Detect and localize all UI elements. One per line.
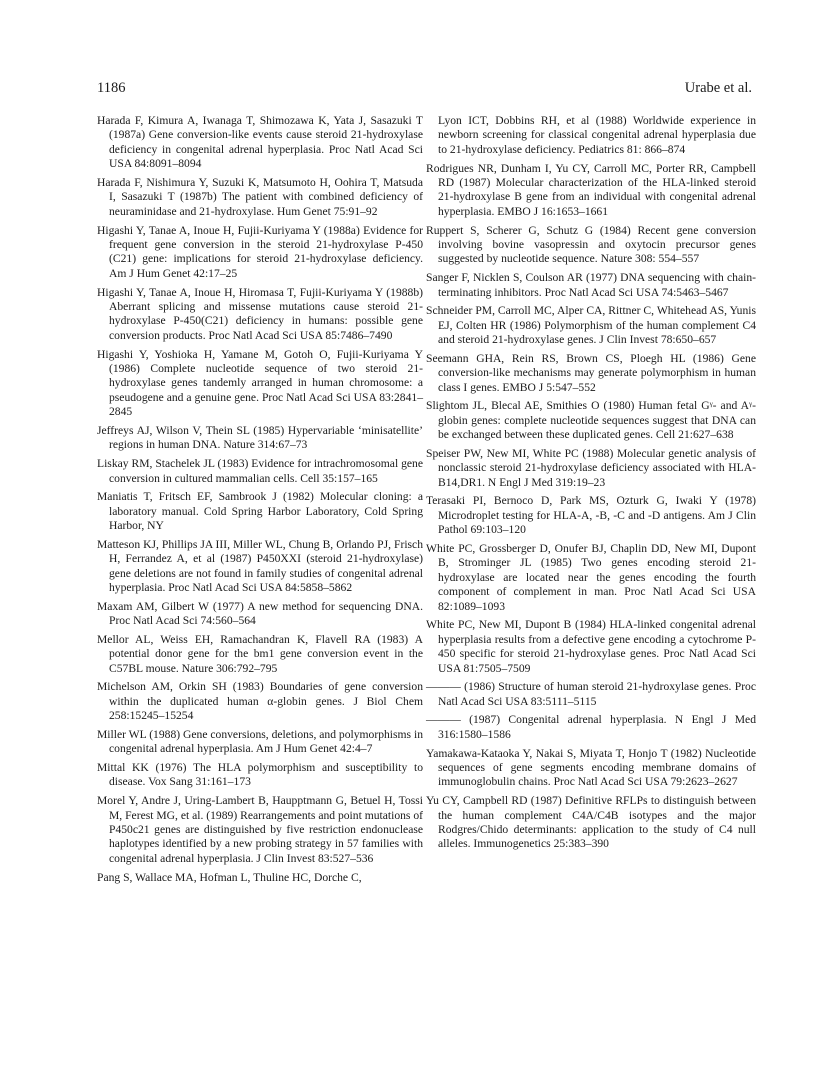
reference-entry: Higashi Y, Tanae A, Inoue H, Hiromasa T, Fujii-Kuriyama Y (1988b) Aberrant splicing and missense mutations cause steroid 21-hydroxylase P-450(C21) deficiency in humans: possible gene conversion products. Proc Natl Acad Sci USA 85:7486–7490: [97, 285, 423, 342]
reference-entry: Yamakawa-Kataoka Y, Nakai S, Miyata T, Honjo T (1982) Nucleotide sequences of gene segments encoding membrane domains of immunoglobulin chains. Proc Natl Acad Sci USA 79:2623–2627: [426, 746, 756, 789]
reference-entry: Yu CY, Campbell RD (1987) Definitive RFLPs to distinguish between the human complement C4A/C4B isotypes and the major Rodgres/Chido determinants: application to the study of C4 null alleles. Immunogenetics 25:383–390: [426, 794, 756, 851]
reference-entry: Matteson KJ, Phillips JA III, Miller WL, Chung B, Orlando PJ, Frisch H, Ferrandez A, et al (1987) P450XXI (steroid 21-hydroxylase) gene deletions are not found in family studies of congenital adrenal hyperplasia. Proc Natl Acad Sci USA 84:5858–5862: [97, 537, 423, 595]
reference-entry: Morel Y, Andre J, Uring-Lambert B, Haupptmann G, Betuel H, Tossi M, Ferest MG, et al. (1989) Rearrangements and point mutations of P450c21 genes are distinguished by five restriction endonuclease haplotypes identified by a new probing strategy in 57 families with congenital adrenal hyperplasia. J Clin Invest 83:527–536: [97, 794, 423, 865]
page-number: 1186: [97, 80, 126, 96]
reference-entry: Maxam AM, Gilbert W (1977) A new method for sequencing DNA. Proc Natl Acad Sci 74:560–564: [97, 599, 423, 628]
reference-entry: Speiser PW, New MI, White PC (1988) Molecular genetic analysis of nonclassic steroid 21-hydroxylase deficiency associated with HLA-B14,DR1. N Engl J Med 319:19–23: [426, 446, 756, 489]
reference-entry: White PC, New MI, Dupont B (1984) HLA-linked congenital adrenal hyperplasia results from a defective gene encoding a cytochrome P-450 specific for steroid 21-hydroxylase genes. Proc Natl Acad Sci USA 81:7505–7509: [426, 618, 756, 675]
references-right-column: [426, 114, 756, 856]
reference-entry: Liskay RM, Stachelek JL (1983) Evidence for intrachromosomal gene conversion in cultured mammalian cells. Cell 35:157–165: [97, 457, 423, 485]
reference-entry: Rodrigues NR, Dunham I, Yu CY, Carroll MC, Porter RR, Campbell RD (1987) Molecular characterization of the HLA-linked steroid 21-hydroxylase B gene from an individual with congenital adrenal hyperplasia. EMBO J 16:1653–1661: [426, 161, 756, 218]
reference-continuation: Lyon ICT, Dobbins RH, et al (1988) Worldwide experience in newborn screening for classical congenital adrenal hyperplasia due to 21-hydroxylase deficiency. Pediatrics 81: 866–874: [438, 114, 756, 156]
running-head: Urabe et al.: [684, 80, 752, 96]
reference-entry: Higashi Y, Yoshioka H, Yamane M, Gotoh O, Fujii-Kuriyama Y (1986) Complete nucleotide sequence of two steroid 21-hydroxylase genes tandemly arranged in human chromosome: a pseudogene and a genuine gene. Proc Natl Acad Sci USA 83:2841–2845: [97, 347, 423, 419]
reference-entry: Terasaki PI, Bernoco D, Park MS, Ozturk G, Iwaki Y (1978) Microdroplet testing for HLA-A, -B, -C and -D antigens. Am J Clin Pathol 69:103–120: [426, 494, 756, 537]
reference-entry: Jeffreys AJ, Wilson V, Thein SL (1985) Hypervariable ‘minisatellite’ regions in human DNA. Nature 314:67–73: [97, 424, 423, 452]
reference-entry: Higashi Y, Tanae A, Inoue H, Fujii-Kuriyama Y (1988a) Evidence for frequent gene conversion in the steroid 21-hydroxylase P-450 (C21) gene: implications for steroid 21-hydroxylase deficiency. Am J Hum Genet 42:17–25: [97, 223, 423, 280]
references-left-column: [97, 114, 423, 889]
reference-entry: Mellor AL, Weiss EH, Ramachandran K, Flavell RA (1983) A potential donor gene for the bm1 gene conversion event in the C57BL mouse. Nature 306:792–795: [97, 632, 423, 675]
reference-entry: ——— (1987) Congenital adrenal hyperplasia. N Engl J Med 316:1580–1586: [426, 713, 756, 741]
reference-entry: White PC, Grossberger D, Onufer BJ, Chaplin DD, New MI, Dupont B, Strominger JL (1985) Two genes encoding steroid 21-hydroxylase are located near the genes encoding the fourth component of complement in man. Proc Natl Acad Sci USA 82:1089–1093: [426, 541, 756, 613]
reference-entry: Mittal KK (1976) The HLA polymorphism and susceptibility to disease. Vox Sang 31:161–173: [97, 761, 423, 789]
reference-entry: Maniatis T, Fritsch EF, Sambrook J (1982) Molecular cloning: a laboratory manual. Cold Spring Harbor Laboratory, Cold Spring Harbor, NY: [97, 490, 423, 533]
reference-entry: ——— (1986) Structure of human steroid 21-hydroxylase genes. Proc Natl Acad Sci USA 83:5111–5115: [426, 680, 756, 708]
reference-entry: Harada F, Kimura A, Iwanaga T, Shimozawa K, Yata J, Sasazuki T (1987a) Gene conversion-like events cause steroid 21-hydroxylase deficiency in congenital adrenal hyperplasia. Proc Natl Acad Sci USA 84:8091–8094: [97, 114, 423, 171]
reference-entry: Miller WL (1988) Gene conversions, deletions, and polymorphisms in congenital adrenal hyperplasia. Am J Hum Genet 42:4–7: [97, 727, 423, 756]
reference-entry: Ruppert S, Scherer G, Schutz G (1984) Recent gene conversion involving bovine vasopressin and oxytocin precursor genes suggested by nucleotide sequence. Nature 308: 554–557: [426, 223, 756, 266]
reference-entry: Pang S, Wallace MA, Hofman L, Thuline HC, Dorche C,: [97, 870, 362, 884]
reference-entry: Seemann GHA, Rein RS, Brown CS, Ploegh HL (1986) Gene conversion-like mechanisms may generate polymorphism in human class I genes. EMBO J 5:547–552: [426, 351, 756, 394]
reference-entry: Schneider PM, Carroll MC, Alper CA, Rittner C, Whitehead AS, Yunis EJ, Colten HR (1986) Polymorphism of the human complement C4 and steroid 21-hydroxylase genes. J Clin Invest 78:650–657: [426, 304, 756, 347]
reference-entry: Michelson AM, Orkin SH (1983) Boundaries of gene conversion within the duplicated human α-globin genes. J Biol Chem 258:15245–15254: [97, 680, 423, 723]
reference-entry: Slightom JL, Blecal AE, Smithies O (1980) Human fetal Gᵞ- and Aᵞ-globin genes: complete nucleotide sequences suggest that DNA can be exchanged between these duplicated genes. Cell 21:627–638: [426, 399, 756, 442]
reference-entry: Sanger F, Nicklen S, Coulson AR (1977) DNA sequencing with chain-terminating inhibitors. Proc Natl Acad Sci USA 74:5463–5467: [426, 271, 756, 299]
reference-entry: Harada F, Nishimura Y, Suzuki K, Matsumoto H, Oohira T, Matsuda I, Sasazuki T (1987b) The patient with combined deficiency of neuraminidase and 21-hydroxylase. Hum Genet 75:91–92: [97, 176, 423, 218]
